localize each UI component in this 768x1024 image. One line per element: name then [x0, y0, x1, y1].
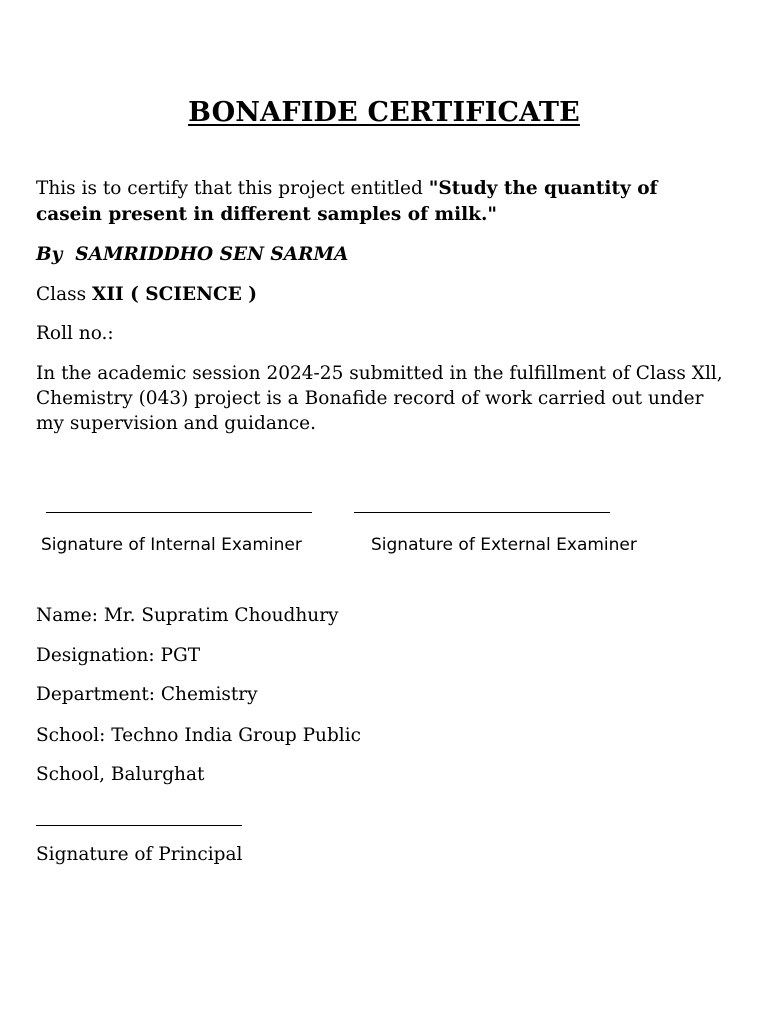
school-line-2: School, Balurghat: [36, 764, 205, 785]
school-line-1: School: Techno India Group Public: [36, 725, 362, 746]
principal-signature-caption: Signature of Principal: [36, 844, 243, 865]
class-line: [36, 282, 257, 307]
internal-signature-line: [46, 512, 312, 513]
principal-signature-line: [36, 825, 242, 826]
external-examiner-caption: Signature of External Examiner: [371, 535, 637, 555]
class-value: XII ( SCIENCE ): [91, 284, 258, 305]
project-title-part-1: "Study the quantity of: [428, 178, 658, 199]
teacher-name: Name: Mr. Supratim Choudhury: [36, 605, 339, 626]
external-signature-line: [354, 512, 610, 513]
certify-line-1: [36, 176, 658, 201]
class-label: Class: [36, 284, 92, 305]
certificate-title: BONAFIDE CERTIFICATE: [188, 97, 580, 128]
teacher-designation: Designation: PGT: [36, 645, 201, 666]
roll-number-line: Roll no.:: [36, 323, 114, 344]
internal-examiner-caption: Signature of Internal Examiner: [41, 535, 302, 555]
teacher-department: Department: Chemistry: [36, 684, 258, 705]
project-title-part-2: casein present in different samples of milk.": [36, 204, 498, 225]
certify-lead-text: This is to certify that this project entitled: [36, 178, 429, 199]
student-name-line: By SAMRIDDHO SEN SARMA: [36, 244, 349, 265]
session-paragraph: In the academic session 2024-25 submitted in the fulfillment of Class Xll, Chemistry (043) project is a Bonafide record of work carried out under my supervision and guidance.: [36, 363, 723, 434]
